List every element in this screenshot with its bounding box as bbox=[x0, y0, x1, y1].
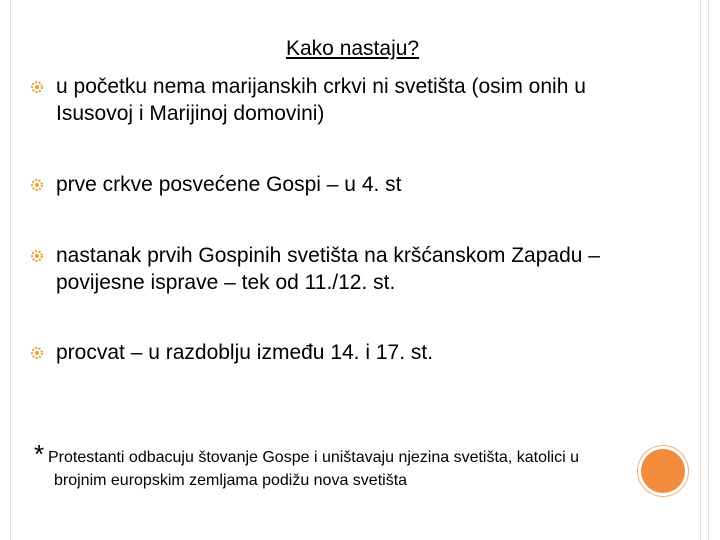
footnote-line: brojnim europskim zemljama podižu nova svetišta bbox=[54, 472, 408, 489]
slide-title: Kako nastaju? bbox=[286, 37, 420, 60]
bullet-text bbox=[56, 171, 402, 198]
gear-icon bbox=[30, 80, 44, 94]
bullet-item bbox=[30, 73, 680, 127]
bullet-line: Isusovoj i Marijinoj domovini) bbox=[56, 102, 325, 125]
gear-icon bbox=[30, 178, 44, 192]
bullet-line: povijesne isprave – tek od 11./12. st. bbox=[56, 271, 396, 294]
bullet-line: prve crkve posvećene Gospi – u 4. st bbox=[56, 173, 402, 196]
footnote-line: Protestanti odbacuju štovanje Gospe i uništavaju njezina svetišta, katolici u bbox=[48, 449, 579, 466]
bullet-text bbox=[56, 242, 600, 296]
bullet-text bbox=[56, 73, 586, 127]
bullet-line: nastanak prvih Gospinih svetišta na kršćanskom Zapadu – bbox=[56, 244, 600, 267]
decorative-rule-right-1 bbox=[700, 0, 701, 540]
gear-icon bbox=[30, 346, 44, 360]
decorative-circle bbox=[641, 449, 685, 493]
bullet-text bbox=[56, 339, 433, 366]
gear-icon bbox=[30, 249, 44, 263]
bullet-item bbox=[30, 171, 680, 198]
decorative-rule-left bbox=[10, 0, 11, 540]
footnote-star: * bbox=[34, 439, 45, 469]
bullet-item bbox=[30, 242, 680, 296]
bullet-line: procvat – u razdoblju između 14. i 17. st. bbox=[56, 341, 434, 364]
decorative-rule-right-2 bbox=[708, 0, 709, 540]
bullet-line: u početku nema marijanskih crkvi ni svetišta (osim onih u bbox=[56, 75, 586, 98]
bullet-item bbox=[30, 339, 680, 366]
